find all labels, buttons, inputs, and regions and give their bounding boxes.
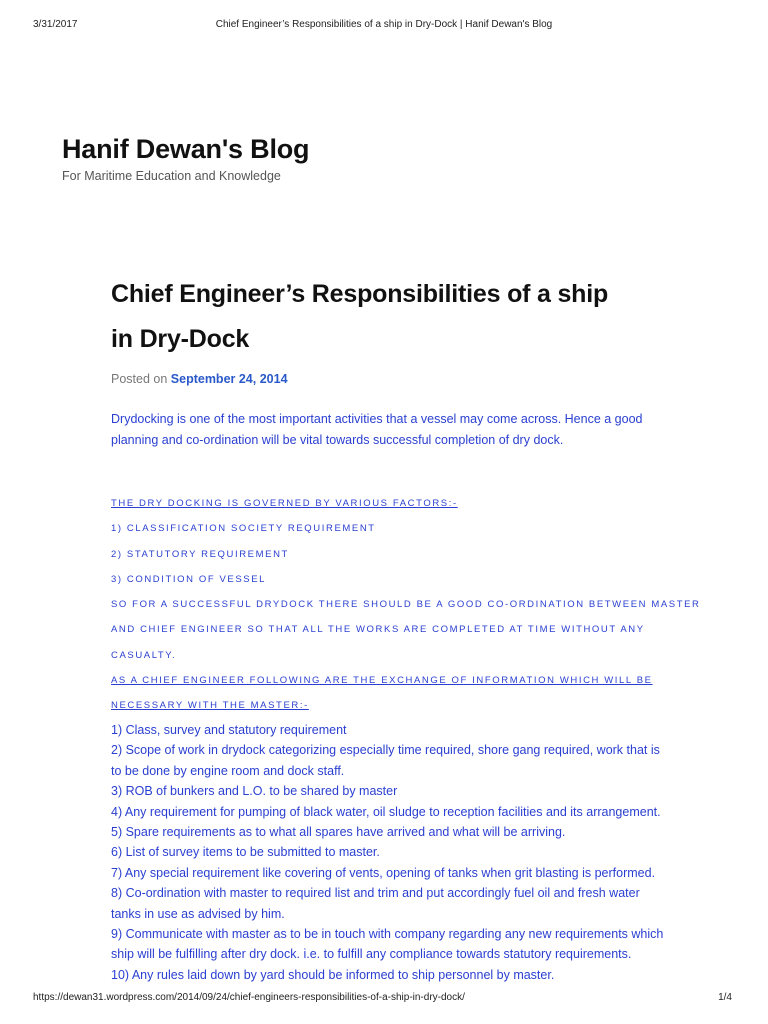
factors-list [111,497,701,725]
page-number: 1/4 [718,992,732,1003]
list-item: 9) Communicate with master as to be in touch with company regarding any new requirements which ship will be fulfilling after dry dock. i.e. to fulfill any compliance towards statutory requirements. [111,927,664,962]
coordination-text: SO FOR A SUCCESSFUL DRYDOCK THERE SHOULD BE A GOOD CO-ORDINATION BETWEEN MASTER [111,599,701,611]
factor-item: 2) STATUTORY REQUIREMENT [111,548,289,560]
coordination-text: CASUALTY. [111,649,177,661]
exchange-heading: AS A CHIEF ENGINEER FOLLOWING ARE THE EXCHANGE OF INFORMATION WHICH WILL BE [111,675,653,687]
print-header [33,19,735,33]
post-title [111,272,671,362]
list-item: 1) Class, survey and statutory requirement [111,723,347,737]
factor-item: 1) CLASSIFICATION SOCIETY REQUIREMENT [111,523,376,535]
list-item: 10) Any rules laid down by yard should be informed to ship personnel by master. [111,967,555,982]
post-title-line1: Chief Engineer’s Responsibilities of a ship [111,280,609,308]
post-intro [111,409,671,451]
posted-date-link[interactable]: September 24, 2014 [170,372,288,386]
factors-heading: THE DRY DOCKING IS GOVERNED BY VARIOUS FACTORS:- [111,498,458,509]
list-item: 5) Spare requirements as to what all spares have arrived and what will be arriving. [111,825,566,840]
print-footer [33,992,735,1006]
list-item: 7) Any special requirement like covering of vents, opening of tanks when grit blasting is performed. [111,865,656,880]
intro-line1: Drydocking is one of the most important activities that a vessel may come across. Hence a good [111,412,643,426]
posted-label: Posted on [111,372,168,386]
list-item: 2) Scope of work in drydock categorizing especially time required, shore gang required, work that is to be done by engine room and dock staff. [111,743,660,778]
coordination-text: AND CHIEF ENGINEER SO THAT ALL THE WORKS ARE COMPLETED AT TIME WITHOUT ANY [111,624,645,636]
factor-item: 3) CONDITION OF VESSEL [111,573,267,585]
exchange-heading: NECESSARY WITH THE MASTER:- [111,700,309,712]
list-item: 6) List of survey items to be submitted to master. [111,845,380,860]
info-exchange-list [111,720,671,985]
post-title-line2: in Dry-Dock [111,325,250,353]
list-item: 4) Any requirement for pumping of black water, oil sludge to reception facilities and its arrangement. [111,804,661,819]
intro-line2: planning and co-ordination will be vital towards successful completion of dry dock. [111,433,564,447]
site-tagline: For Maritime Education and Knowledge [62,169,281,183]
post-meta [111,372,288,386]
list-item: 8) Co-ordination with master to required list and trim and put accordingly fuel oil and fresh water tanks in use as advised by him. [111,886,640,921]
site-title[interactable]: Hanif Dewan's Blog [62,134,310,164]
print-url: https://dewan31.wordpress.com/2014/09/24/chief-engineers-responsibilities-of-a-ship-in-dry-dock/ [33,992,465,1003]
print-date: 3/31/2017 [33,19,78,30]
print-page-title: Chief Engineer’s Responsibilities of a ship in Dry-Dock | Hanif Dewan's Blog [215,19,553,30]
list-item: 3) ROB of bunkers and L.O. to be shared by master [111,784,398,799]
